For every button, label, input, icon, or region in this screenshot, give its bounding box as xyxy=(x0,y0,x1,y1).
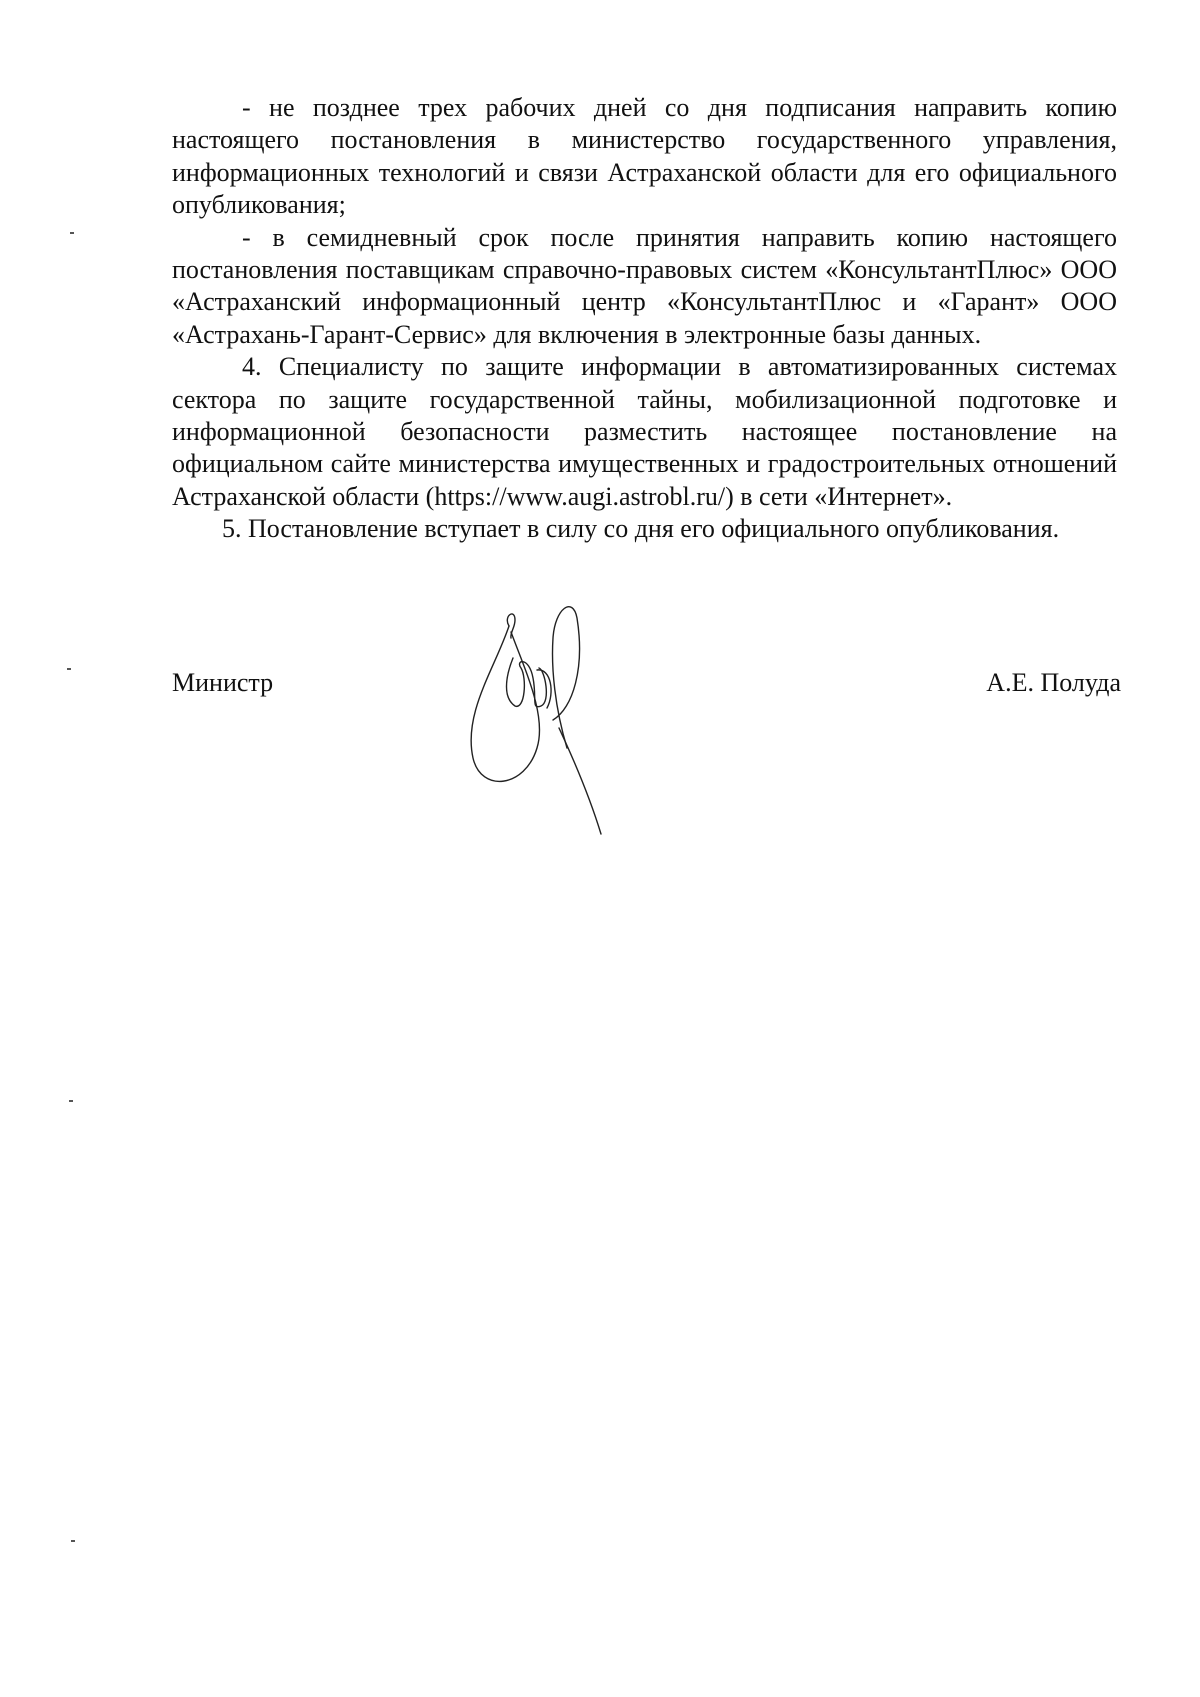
paragraph-item-4: 4. Специалисту по защите информации в автоматизированных системах сектора по защите государственной тайны, мобилизационной подготовке и информационной безопасности разместить настоящее постановление на официальном сайте министерства имущественных и градостроительных отношений Астраханской области (https://www.augi.astrobl.ru/) в сети «Интернет». xyxy=(172,352,1117,511)
paragraph-legal-systems: - в семидневный срок после принятия направить копию настоящего постановления поставщикам справочно-правовых систем «КонсультантПлюс» ООО «Астраханский информационный центр «КонсультантПлюс и «Гарант» ООО «Астрахань-Гарант-Сервис» для включения в электронные базы данных. xyxy=(172,222,1117,349)
paragraph-publication-deadline: - не позднее трех рабочих дней со дня подписания направить копию настоящего постановления в министерство государственного управления, информационных технологий и связи Астраханской области для его официального опубликования; xyxy=(172,93,1117,220)
scan-mark xyxy=(69,1100,73,1102)
document-body xyxy=(172,92,1117,546)
paragraph-item-5: 5. Постановление вступает в силу со дня его официального опубликования. xyxy=(222,514,1060,544)
scan-mark xyxy=(70,232,74,234)
scan-mark xyxy=(71,1540,75,1542)
handwritten-signature xyxy=(455,598,615,838)
signatory-position: Министр xyxy=(172,668,274,697)
signatory-name: А.Е. Полуда xyxy=(986,668,1121,697)
scan-mark xyxy=(67,668,71,670)
